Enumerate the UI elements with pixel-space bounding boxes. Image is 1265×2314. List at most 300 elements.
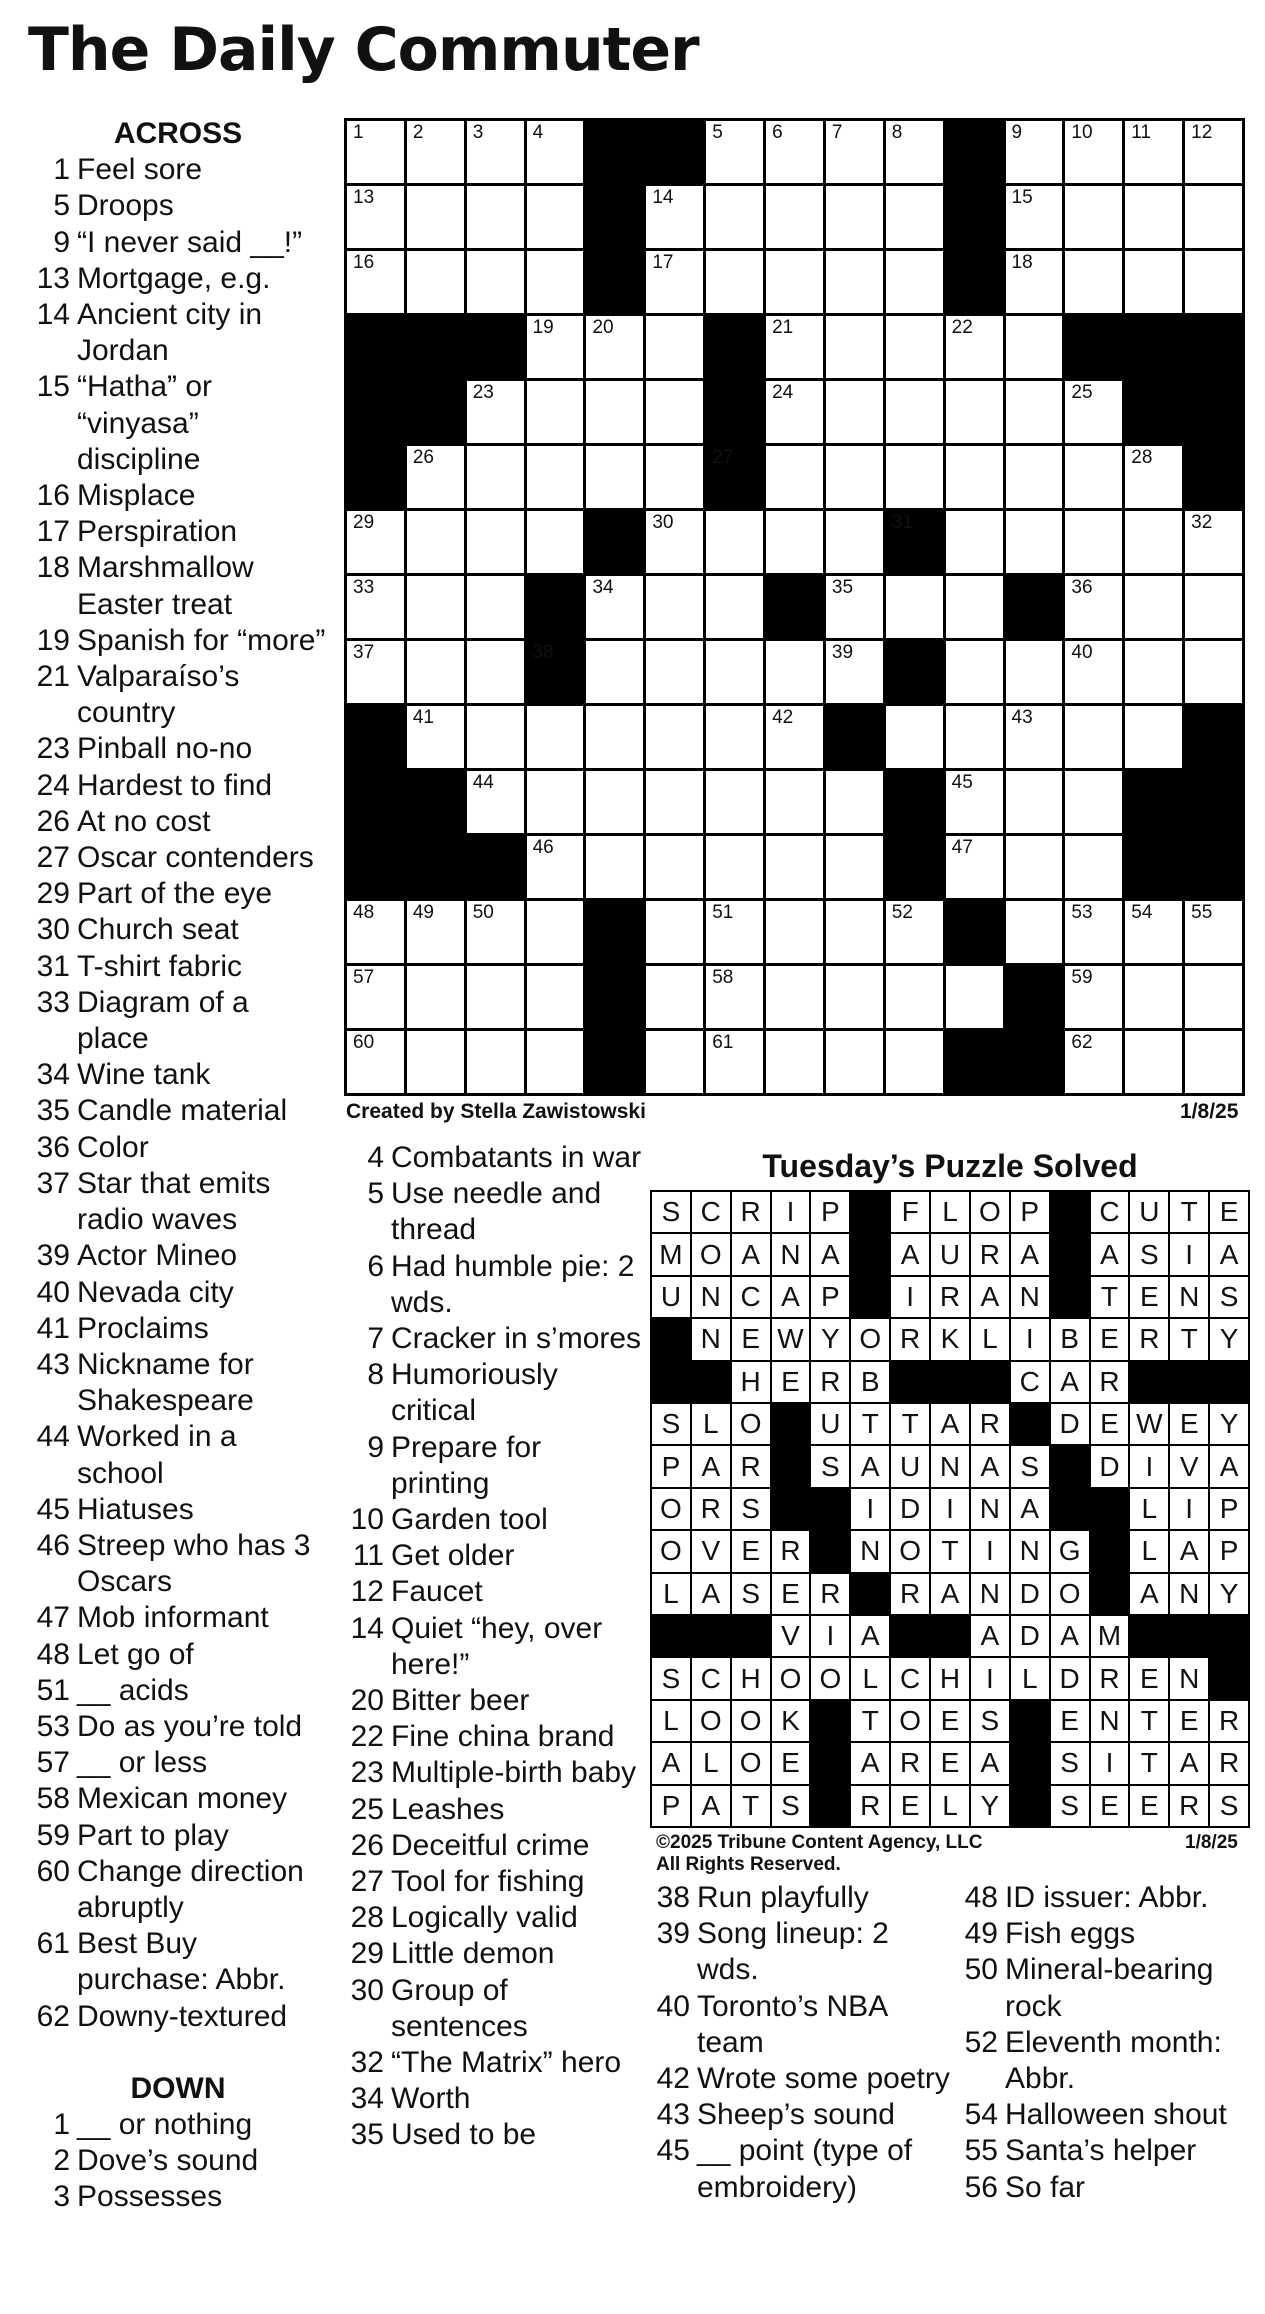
grid-cell[interactable]: [826, 641, 883, 703]
grid-cell[interactable]: [1006, 901, 1063, 963]
grid-cell[interactable]: [946, 706, 1003, 768]
clue-number: 4: [367, 1141, 384, 1174]
grid-cell[interactable]: [826, 836, 883, 898]
grid-cell[interactable]: [706, 251, 763, 313]
grid-cell[interactable]: [886, 316, 943, 378]
solution-cell: D: [1091, 1446, 1129, 1486]
grid-cell[interactable]: [826, 966, 883, 1028]
clue-text: Prepare for printing: [391, 1430, 542, 1500]
clue-number: 13: [36, 261, 70, 295]
grid-cell[interactable]: [826, 316, 883, 378]
solution-black-square: [1091, 1531, 1129, 1571]
black-square: [1006, 576, 1063, 638]
grid-cell[interactable]: [766, 446, 823, 508]
grid-cell[interactable]: [946, 576, 1003, 638]
grid-cell[interactable]: [946, 446, 1003, 508]
grid-cell[interactable]: [706, 771, 763, 833]
grid-cell[interactable]: [467, 251, 524, 313]
clue-number: 14: [350, 1611, 384, 1645]
grid-cell[interactable]: [586, 446, 643, 508]
cell-number: 21: [772, 317, 794, 338]
grid-cell[interactable]: [646, 901, 703, 963]
cell-number: 1: [353, 122, 364, 143]
clue: [28, 1673, 328, 1709]
grid-cell[interactable]: [1125, 641, 1182, 703]
solution-black-square: [692, 1616, 730, 1656]
solution-cell: A: [931, 1574, 969, 1614]
grid-cell[interactable]: [527, 1031, 584, 1093]
grid-cell[interactable]: [347, 576, 404, 638]
grid-cell[interactable]: [1125, 966, 1182, 1028]
solution-cell: A: [1170, 1743, 1208, 1783]
clue: [28, 912, 328, 948]
solution-cell: E: [1130, 1786, 1168, 1826]
grid-cell[interactable]: [826, 446, 883, 508]
grid-cell[interactable]: [527, 121, 584, 183]
black-square: [347, 771, 404, 833]
black-square: [1006, 966, 1063, 1028]
grid-cell[interactable]: [646, 511, 703, 573]
clue: [958, 2133, 1258, 2169]
grid-cell[interactable]: [1006, 706, 1063, 768]
grid-cell[interactable]: [1006, 446, 1063, 508]
black-square: [826, 706, 883, 768]
grid-cell[interactable]: [646, 576, 703, 638]
grid-cell[interactable]: [1065, 771, 1122, 833]
cell-number: 6: [772, 122, 783, 143]
grid-cell[interactable]: [1065, 381, 1122, 443]
clue-text: “The Matrix” hero: [391, 2046, 622, 2080]
grid-cell[interactable]: [1065, 706, 1122, 768]
clue-number: 27: [36, 841, 70, 875]
clue-number: 2: [53, 2144, 70, 2178]
down-clue-list-3: [650, 1880, 950, 2206]
grid-cell[interactable]: [826, 121, 883, 183]
grid-cell[interactable]: [407, 186, 464, 248]
grid-cell[interactable]: [826, 901, 883, 963]
grid-cell[interactable]: [1006, 381, 1063, 443]
black-square: [886, 641, 943, 703]
grid-cell[interactable]: [886, 251, 943, 313]
clue: [28, 2143, 328, 2179]
solution-black-square: [851, 1234, 889, 1274]
cell-number: 36: [1071, 577, 1093, 598]
solution-cell: A: [772, 1277, 810, 1317]
cell-number: 37: [353, 642, 375, 663]
grid-cell[interactable]: [1065, 836, 1122, 898]
solution-black-square: [772, 1446, 810, 1486]
grid-cell[interactable]: [646, 641, 703, 703]
solution-cell: E: [1091, 1319, 1129, 1359]
solution-black-square: [1011, 1786, 1049, 1826]
clue: [28, 1637, 328, 1673]
grid-cell[interactable]: [467, 186, 524, 248]
solution-cell: D: [1051, 1404, 1089, 1444]
grid-cell[interactable]: [646, 381, 703, 443]
grid-cell[interactable]: [1125, 576, 1182, 638]
grid-cell[interactable]: [766, 381, 823, 443]
grid-cell[interactable]: [467, 446, 524, 508]
grid-cell[interactable]: [407, 576, 464, 638]
solution-cell: S: [652, 1404, 690, 1444]
grid-cell[interactable]: [586, 836, 643, 898]
black-square: [1185, 836, 1242, 898]
grid-cell[interactable]: [886, 446, 943, 508]
solution-cell: A: [652, 1743, 690, 1783]
clue: [28, 1818, 328, 1854]
clue: [344, 2045, 644, 2081]
grid-cell[interactable]: [766, 1031, 823, 1093]
solution-cell: R: [931, 1277, 969, 1317]
grid-cell[interactable]: [886, 706, 943, 768]
grid-cell[interactable]: [347, 511, 404, 573]
grid-cell[interactable]: [1065, 186, 1122, 248]
grid-cell[interactable]: [766, 251, 823, 313]
grid-cell[interactable]: [826, 576, 883, 638]
clue-text: __ or less: [77, 1746, 208, 1780]
cell-number: 53: [1071, 902, 1093, 923]
grid-cell[interactable]: [886, 576, 943, 638]
grid-cell[interactable]: [527, 446, 584, 508]
grid-cell[interactable]: [1006, 251, 1063, 313]
clue-text: Nickname for Shakespeare: [77, 1347, 254, 1418]
grid-cell[interactable]: [1185, 511, 1242, 573]
grid-cell[interactable]: [1006, 836, 1063, 898]
clue: [28, 514, 328, 550]
clue-text: Marshmallow Easter treat: [77, 551, 254, 621]
grid-cell[interactable]: [646, 771, 703, 833]
clue-number: 59: [36, 1818, 70, 1852]
grid-cell[interactable]: [467, 706, 524, 768]
grid-cell[interactable]: [646, 1031, 703, 1093]
grid-cell[interactable]: [946, 381, 1003, 443]
clue-number: 39: [656, 1917, 690, 1951]
grid-cell[interactable]: [1125, 1031, 1182, 1093]
clue-text: Use needle and thread: [391, 1177, 602, 1247]
grid-cell[interactable]: [586, 641, 643, 703]
grid-cell[interactable]: [826, 771, 883, 833]
solution-cell: R: [891, 1574, 929, 1614]
grid-cell[interactable]: [527, 706, 584, 768]
grid-cell[interactable]: [706, 576, 763, 638]
grid-cell[interactable]: [1006, 641, 1063, 703]
grid-cell[interactable]: [527, 901, 584, 963]
grid-cell[interactable]: [646, 836, 703, 898]
clue: [344, 1755, 644, 1791]
grid-cell[interactable]: [946, 316, 1003, 378]
grid-cell[interactable]: [766, 511, 823, 573]
grid-cell[interactable]: [706, 1031, 763, 1093]
clue-text: Actor Mineo: [77, 1239, 238, 1273]
grid-cell[interactable]: [766, 121, 823, 183]
black-square: [706, 316, 763, 378]
grid-cell[interactable]: [886, 1031, 943, 1093]
grid-cell[interactable]: [1065, 1031, 1122, 1093]
clue-number: 29: [36, 877, 70, 911]
grid-cell[interactable]: [1125, 511, 1182, 573]
grid-cell[interactable]: [766, 641, 823, 703]
grid-cell[interactable]: [347, 251, 404, 313]
clue-number: 61: [36, 1927, 70, 1961]
clue: [28, 659, 328, 731]
clue-text: Worth: [391, 2082, 471, 2116]
clue-text: Pinball no-no: [77, 732, 253, 766]
grid-cell[interactable]: [407, 966, 464, 1028]
cell-number: 43: [1011, 707, 1033, 728]
grid-cell[interactable]: [527, 186, 584, 248]
puzzle-credit: Created by Stella Zawistowski: [346, 1100, 646, 1123]
grid-cell[interactable]: [1065, 641, 1122, 703]
solution-cell: R: [692, 1489, 730, 1529]
grid-cell[interactable]: [1006, 121, 1063, 183]
grid-cell[interactable]: [467, 771, 524, 833]
grid-cell[interactable]: [1065, 901, 1122, 963]
solution-cell: E: [1051, 1701, 1089, 1741]
grid-cell[interactable]: [946, 511, 1003, 573]
grid-cell[interactable]: [467, 966, 524, 1028]
grid-cell[interactable]: [706, 121, 763, 183]
grid-cell[interactable]: [646, 966, 703, 1028]
clue-text: Santa’s helper: [1005, 2134, 1197, 2168]
grid-cell[interactable]: [1125, 706, 1182, 768]
grid-cell[interactable]: [347, 966, 404, 1028]
grid-cell[interactable]: [946, 966, 1003, 1028]
solution-black-square: [931, 1616, 969, 1656]
grid-cell[interactable]: [826, 1031, 883, 1093]
grid-cell[interactable]: [1006, 186, 1063, 248]
clue-text: Fine china brand: [391, 1720, 615, 1754]
solution-cell: L: [692, 1404, 730, 1444]
grid-cell[interactable]: [527, 316, 584, 378]
grid-cell[interactable]: [1185, 186, 1242, 248]
solution-black-square: [1051, 1489, 1089, 1529]
grid-cell[interactable]: [586, 771, 643, 833]
grid-cell[interactable]: [706, 186, 763, 248]
solution-cell: E: [1210, 1192, 1248, 1232]
solution-cell: D: [891, 1489, 929, 1529]
grid-cell[interactable]: [706, 966, 763, 1028]
grid-cell[interactable]: [1065, 511, 1122, 573]
cell-number: 44: [472, 772, 494, 793]
grid-cell[interactable]: [467, 901, 524, 963]
grid-cell[interactable]: [946, 641, 1003, 703]
grid-cell[interactable]: [586, 381, 643, 443]
solution-cell: R: [772, 1531, 810, 1571]
solution-cell: I: [1170, 1489, 1208, 1529]
grid-cell[interactable]: [527, 836, 584, 898]
solution-cell: P: [1210, 1489, 1248, 1529]
grid-cell[interactable]: [646, 446, 703, 508]
solution-cell: M: [652, 1234, 690, 1274]
solution-cell: L: [652, 1574, 690, 1614]
grid-cell[interactable]: [527, 511, 584, 573]
grid-cell[interactable]: [1065, 251, 1122, 313]
grid-cell[interactable]: [886, 186, 943, 248]
grid-cell[interactable]: [586, 576, 643, 638]
grid-cell[interactable]: [706, 836, 763, 898]
grid-cell[interactable]: [407, 511, 464, 573]
grid-cell[interactable]: [407, 706, 464, 768]
clue-text: Get older: [391, 1539, 515, 1573]
grid-cell[interactable]: [467, 511, 524, 573]
grid-cell[interactable]: [527, 381, 584, 443]
solution-black-square: [1011, 1701, 1049, 1741]
clue: [28, 1166, 328, 1238]
grid-cell[interactable]: [946, 771, 1003, 833]
solution-black-square: [1210, 1616, 1248, 1656]
grid-cell[interactable]: [646, 251, 703, 313]
grid-cell[interactable]: [646, 316, 703, 378]
grid-cell[interactable]: [1065, 121, 1122, 183]
cell-number: 26: [412, 447, 434, 468]
solution-black-square: [1051, 1446, 1089, 1486]
grid-cell[interactable]: [826, 511, 883, 573]
clue: [28, 369, 328, 478]
grid-cell[interactable]: [766, 706, 823, 768]
clue-number: 23: [36, 732, 70, 766]
cell-number: 24: [772, 382, 794, 403]
crossword-grid[interactable]: [344, 118, 1245, 1096]
clue: [28, 1311, 328, 1347]
clue: [28, 804, 328, 840]
grid-cell[interactable]: [1185, 121, 1242, 183]
grid-cell[interactable]: [1006, 316, 1063, 378]
grid-cell[interactable]: [527, 966, 584, 1028]
grid-cell[interactable]: [467, 381, 524, 443]
grid-cell[interactable]: [1125, 446, 1182, 508]
grid-cell[interactable]: [886, 121, 943, 183]
grid-cell[interactable]: [347, 186, 404, 248]
grid-cell[interactable]: [1065, 576, 1122, 638]
clue: [28, 261, 328, 297]
solution-cell: R: [1091, 1658, 1129, 1698]
clue-number: 16: [36, 479, 70, 513]
solution-cell: L: [1011, 1658, 1049, 1698]
grid-cell[interactable]: [766, 966, 823, 1028]
clue-text: At no cost: [77, 804, 211, 838]
grid-cell[interactable]: [766, 836, 823, 898]
grid-cell[interactable]: [527, 251, 584, 313]
grid-cell[interactable]: [1065, 966, 1122, 1028]
grid-cell[interactable]: [826, 381, 883, 443]
cell-number: 10: [1071, 122, 1093, 143]
black-square: [1185, 381, 1242, 443]
clue-text: Run playfully: [697, 1881, 869, 1914]
grid-cell[interactable]: [347, 1031, 404, 1093]
clue-number: 51: [36, 1673, 70, 1707]
grid-cell[interactable]: [646, 706, 703, 768]
clue: [344, 1973, 644, 2045]
grid-cell[interactable]: [886, 901, 943, 963]
grid-cell[interactable]: [1065, 446, 1122, 508]
grid-cell[interactable]: [946, 836, 1003, 898]
grid-cell[interactable]: [347, 641, 404, 703]
grid-cell[interactable]: [766, 316, 823, 378]
grid-cell[interactable]: [886, 966, 943, 1028]
cell-number: 16: [353, 252, 375, 273]
grid-cell[interactable]: [407, 251, 464, 313]
grid-cell[interactable]: [1185, 576, 1242, 638]
grid-cell[interactable]: [646, 186, 703, 248]
grid-cell[interactable]: [407, 446, 464, 508]
solution-cell: E: [1130, 1658, 1168, 1698]
grid-cell[interactable]: [766, 901, 823, 963]
grid-cell[interactable]: [407, 641, 464, 703]
grid-cell[interactable]: [407, 1031, 464, 1093]
grid-cell[interactable]: [467, 641, 524, 703]
grid-cell[interactable]: [826, 251, 883, 313]
grid-cell[interactable]: [766, 771, 823, 833]
grid-cell[interactable]: [1125, 901, 1182, 963]
grid-cell[interactable]: [706, 901, 763, 963]
grid-cell[interactable]: [467, 121, 524, 183]
grid-cell[interactable]: [1185, 641, 1242, 703]
solution-cell: R: [1170, 1786, 1208, 1826]
grid-cell[interactable]: [407, 901, 464, 963]
grid-cell[interactable]: [766, 186, 823, 248]
grid-cell[interactable]: [1125, 186, 1182, 248]
grid-cell[interactable]: [1185, 1031, 1242, 1093]
grid-cell[interactable]: [826, 186, 883, 248]
clue: [28, 478, 328, 514]
grid-cell[interactable]: [467, 576, 524, 638]
clue-text: Oscar contenders: [77, 841, 314, 875]
clue: [28, 1093, 328, 1129]
clue-text: Hiatuses: [77, 1492, 194, 1526]
solution-cell: V: [1170, 1446, 1208, 1486]
grid-cell[interactable]: [586, 706, 643, 768]
down-clue-list-1: [28, 2107, 328, 2216]
solution-black-square: [891, 1362, 929, 1402]
grid-cell[interactable]: [886, 381, 943, 443]
solution-cell: Y: [811, 1319, 849, 1359]
clue: [344, 1936, 644, 1972]
grid-cell[interactable]: [1185, 251, 1242, 313]
solution-cell: L: [971, 1319, 1009, 1359]
solution-cell: S: [1210, 1786, 1248, 1826]
clue: [28, 840, 328, 876]
grid-cell[interactable]: [1125, 251, 1182, 313]
solution-cell: O: [971, 1192, 1009, 1232]
grid-cell[interactable]: [586, 316, 643, 378]
grid-cell[interactable]: [1185, 901, 1242, 963]
solution-black-square: [931, 1362, 969, 1402]
clue-text: Tool for fishing: [391, 1865, 585, 1899]
clue-number: 15: [36, 370, 70, 404]
grid-cell[interactable]: [1185, 966, 1242, 1028]
black-square: [646, 121, 703, 183]
grid-cell[interactable]: [407, 121, 464, 183]
grid-cell[interactable]: [706, 706, 763, 768]
grid-cell[interactable]: [527, 771, 584, 833]
solution-cell: O: [692, 1701, 730, 1741]
grid-cell[interactable]: [347, 901, 404, 963]
grid-cell[interactable]: [1006, 771, 1063, 833]
down-clues-column-4: [958, 1880, 1258, 2206]
grid-cell[interactable]: [467, 1031, 524, 1093]
grid-cell[interactable]: [706, 641, 763, 703]
grid-cell[interactable]: [1125, 121, 1182, 183]
grid-cell[interactable]: [1006, 511, 1063, 573]
cell-number: 11: [1131, 122, 1151, 143]
clue: [650, 2061, 950, 2097]
solution-cell: C: [692, 1192, 730, 1232]
grid-cell[interactable]: [706, 511, 763, 573]
cell-number: 50: [472, 902, 494, 923]
grid-cell[interactable]: [347, 121, 404, 183]
solution-cell: P: [811, 1277, 849, 1317]
solution-cell: A: [1051, 1362, 1089, 1402]
